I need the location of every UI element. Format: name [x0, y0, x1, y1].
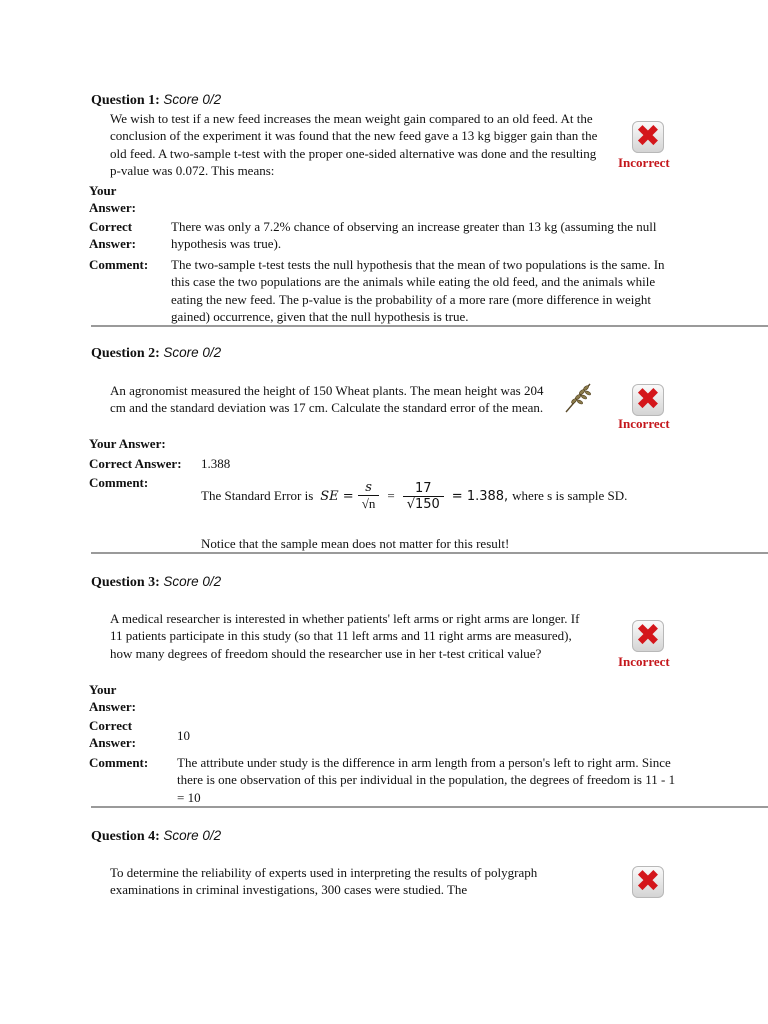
incorrect-x-icon: ✖ [632, 121, 664, 153]
correct-answer-label: Correct Answer: [89, 718, 136, 751]
question-4-score: Score 0/2 [163, 828, 222, 843]
question-1-heading: Question 1: Score 0/2 [91, 92, 222, 108]
question-2-status: Incorrect [618, 416, 670, 431]
question-1-correct-answer: There was only a 7.2% chance of observing an increase greater than 13 kg (assuming the null hypothesis was true). [171, 219, 657, 252]
divider [91, 325, 768, 327]
question-2-score: Score 0/2 [163, 345, 222, 360]
divider [91, 552, 768, 554]
standard-error-formula: The Standard Error is SE = $\frac{s}{√n}$ = $\frac{17}{√150}$ = 1.388, where s is sample SD. [201, 480, 628, 512]
question-3-status: Incorrect [618, 654, 670, 669]
question-1-prompt: We wish to test if a new feed increases the mean weight gain compared to an old feed. At the conclusion of the experiment it was found that the new feed gave a 13 kg bigger gain than the old feed. A two-sample t-test with the proper one-sided alternative was done and the resulting p-value was 0.072. This means: [110, 111, 598, 179]
question-2-correct-answer: 1.388 [201, 456, 231, 471]
comment-label: Comment: [89, 475, 149, 490]
your-answer-label: Your Answer: [89, 682, 136, 715]
your-answer-label: Your Answer: [89, 183, 136, 216]
comment-label: Comment: [89, 755, 149, 770]
your-answer-label: Your Answer: [89, 436, 166, 451]
question-1-score: Score 0/2 [163, 92, 222, 107]
question-2-prompt: An agronomist measured the height of 150 Wheat plants. The mean height was 204 cm and the standard deviation was 17 cm. Calculate the standard error of the mean. [110, 383, 544, 416]
question-1-comment: The two-sample t-test tests the null hypothesis that the mean of two populations is the same. In this case the two populations are the animals while eating the old feed, and the animals while eating the new feed. The p-value is the probability of a more rare (more difference in weight gained) occurrence, given that the null hypothesis is true. [171, 257, 665, 325]
wheat-icon [560, 380, 596, 414]
question-3-prompt: A medical researcher is interested in whether patients' left arms or right arms are longer. If 11 patients participate in this study (so that 11 left arms and 11 right arms are measured), how many degrees of freedom should the researcher use in her t-test critical value? [110, 611, 580, 661]
divider [91, 806, 768, 808]
correct-answer-label: Correct Answer: [89, 219, 136, 252]
question-4-heading: Question 4: Score 0/2 [91, 828, 222, 844]
question-1-status: Incorrect [618, 155, 670, 170]
question-3-heading: Question 3: Score 0/2 [91, 574, 222, 590]
incorrect-x-icon: ✖ [632, 866, 664, 898]
incorrect-x-icon: ✖ [632, 384, 664, 416]
question-4-prompt: To determine the reliability of experts used in interpreting the results of polygraph examinations in criminal investigations, 300 cases were studied. The [110, 865, 538, 898]
question-2-heading: Question 2: Score 0/2 [91, 345, 222, 361]
incorrect-x-icon: ✖ [632, 620, 664, 652]
comment-label: Comment: [89, 257, 149, 272]
question-3-comment: The attribute under study is the difference in arm length from a person's left to right arm. Since there is one observation of this per individual in the population, the degrees of freedom is 11 - 1 = 10 [177, 755, 676, 805]
question-3-correct-answer: 10 [177, 728, 190, 743]
question-3-score: Score 0/2 [163, 574, 222, 589]
correct-answer-label: Correct Answer: [89, 456, 182, 471]
question-2-comment-note: Notice that the sample mean does not matter for this result! [201, 536, 510, 551]
